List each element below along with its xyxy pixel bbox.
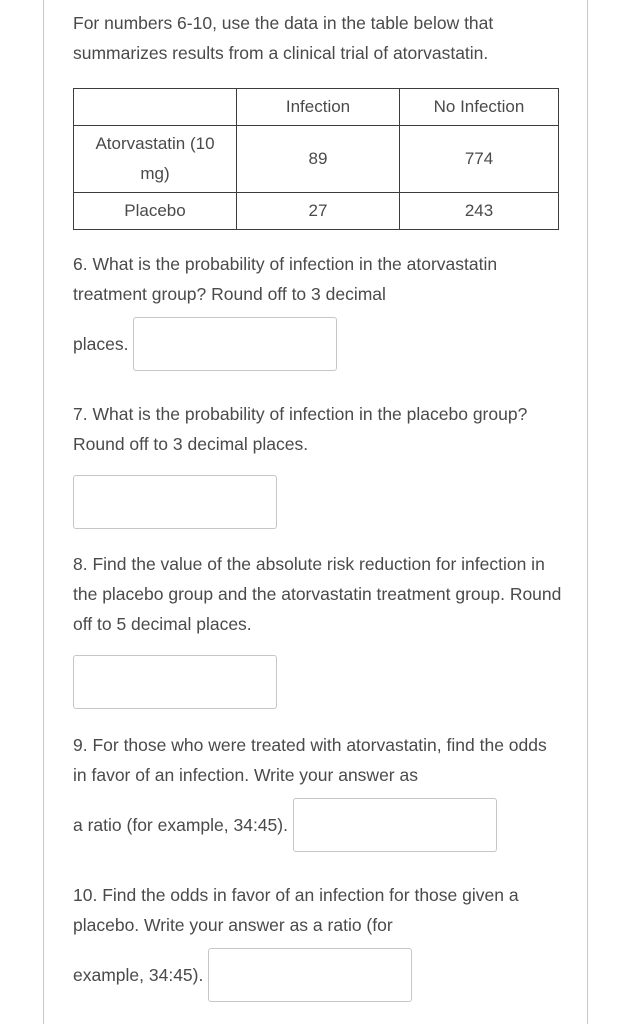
question-8-text: 8. Find the value of the absolute risk reduction for infection in the placebo group and the atorvastatin treatment group. Round off to 5 decimal places. [73,554,562,634]
question-9-trailing-text: a ratio (for example, 34:45). [73,815,288,835]
header-cell-infection: Infection [237,89,400,126]
cell-atorvastatin-no-infection: 774 [400,126,559,193]
question-6-text: 6. What is the probability of infection in the atorvastatin treatment group? Round off to 3 decimal [73,254,498,304]
question-7 [73,399,565,529]
question-9-text: 9. For those who were treated with atorvastatin, find the odds in favor of an infection. Write your answer as [73,735,547,785]
table-row [74,193,559,230]
question-10 [73,880,565,1002]
question-6-answer-input[interactable] [133,317,337,371]
row-label-placebo: Placebo [74,193,237,230]
question-10-text: 10. Find the odds in favor of an infection for those given a placebo. Write your answer as a ratio (for [73,885,519,935]
question-6-trailing-text: places. [73,334,129,354]
header-cell-no-infection: No Infection [400,89,559,126]
question-7-text: 7. What is the probability of infection in the placebo group? Round off to 3 decimal places. [73,404,528,454]
question-6 [73,249,565,371]
intro-text: For numbers 6-10, use the data in the table below that summarizes results from a clinical trial of atorvastatin. [73,13,494,63]
cell-placebo-no-infection: 243 [400,193,559,230]
question-10-answer-input[interactable] [208,948,412,1002]
question-8 [73,549,565,709]
row-label-atorvastatin: Atorvastatin (10 mg) [74,126,237,193]
data-table [73,88,559,230]
cell-atorvastatin-infection: 89 [237,126,400,193]
question-7-answer-input[interactable] [73,475,277,529]
cell-placebo-infection: 27 [237,193,400,230]
question-8-answer-input[interactable] [73,655,277,709]
header-cell-empty [74,89,237,126]
question-10-answer-line [73,948,565,1002]
table-header-row [74,89,559,126]
question-9 [73,730,565,852]
question-9-answer-line [73,798,565,852]
question-9-answer-input[interactable] [293,798,497,852]
question-6-answer-line [73,317,565,371]
table-row [74,126,559,193]
question-10-trailing-text: example, 34:45). [73,965,204,985]
